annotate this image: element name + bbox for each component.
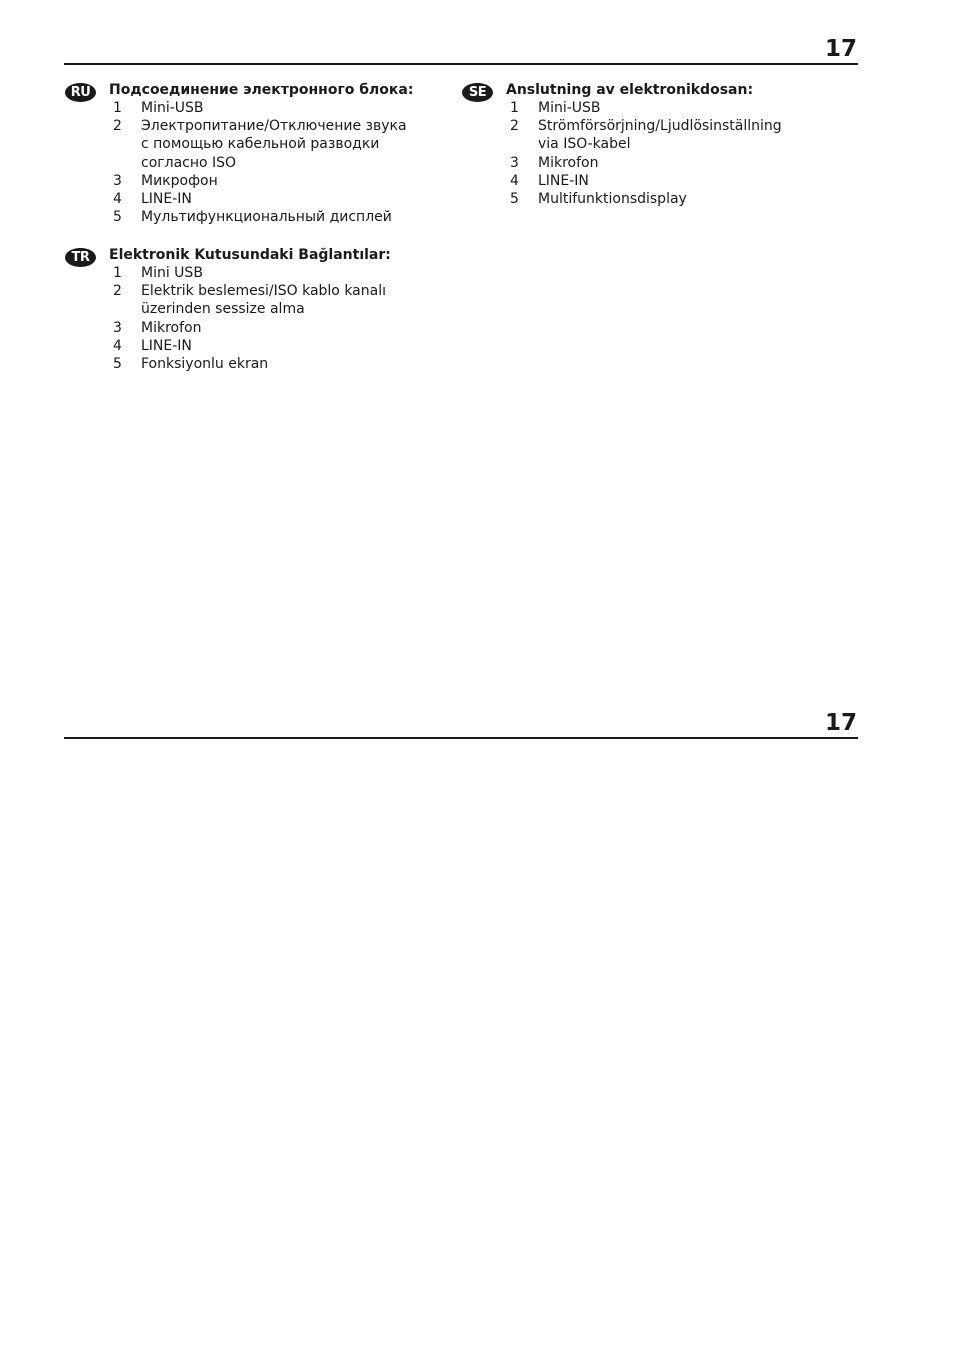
item-text: Mini USB bbox=[141, 265, 203, 281]
list-item bbox=[109, 264, 386, 282]
item-number: 3 bbox=[510, 154, 519, 171]
item-text: Микрофон bbox=[141, 172, 218, 189]
list-item bbox=[506, 99, 782, 117]
list-item bbox=[506, 117, 782, 153]
item-number: 4 bbox=[510, 172, 519, 189]
connection-list-ru bbox=[109, 99, 407, 226]
item-number: 2 bbox=[510, 118, 519, 135]
list-item bbox=[506, 172, 782, 190]
item-text: Fonksiyonlu ekran bbox=[141, 356, 269, 373]
item-text: Strömförsörjning/Ljudlösinställning via ISO-kabel bbox=[538, 118, 782, 153]
item-number: 1 bbox=[113, 100, 122, 116]
section-heading-ru: Подсоединение электронного блока: bbox=[109, 82, 414, 98]
list-item bbox=[109, 172, 407, 190]
item-number: 3 bbox=[113, 319, 122, 336]
item-number: 4 bbox=[113, 191, 122, 208]
item-text: Mini-USB bbox=[538, 100, 601, 116]
item-number: 1 bbox=[510, 100, 519, 116]
list-item bbox=[506, 154, 782, 172]
page-number-top: 17 bbox=[824, 36, 857, 62]
item-text: Multifunktionsdisplay bbox=[538, 191, 687, 208]
page-number-bottom: 17 bbox=[824, 710, 857, 736]
list-item bbox=[109, 117, 407, 172]
item-number: 5 bbox=[113, 209, 122, 226]
item-number: 5 bbox=[113, 356, 122, 373]
item-text: Mikrofon bbox=[538, 154, 599, 171]
list-item bbox=[109, 319, 386, 337]
section-heading-se: Anslutning av elektronikdosan: bbox=[506, 82, 754, 98]
list-item bbox=[109, 282, 386, 318]
list-item bbox=[109, 355, 386, 373]
item-text: Mikrofon bbox=[141, 319, 202, 336]
item-text: LINE-IN bbox=[141, 337, 192, 354]
item-text: Elektrik beslemesi/ISO kablo kanalı üzerinden sessize alma bbox=[141, 283, 386, 318]
header-rule-bottom bbox=[64, 737, 858, 739]
list-item bbox=[109, 337, 386, 355]
list-item bbox=[109, 190, 407, 208]
list-item bbox=[109, 99, 407, 117]
connection-list-se bbox=[506, 99, 782, 208]
item-text: LINE-IN bbox=[141, 191, 192, 208]
item-number: 2 bbox=[113, 118, 122, 135]
language-badge-tr: TR bbox=[65, 248, 96, 267]
item-text: Mini-USB bbox=[141, 100, 204, 116]
item-number: 3 bbox=[113, 172, 122, 189]
list-item bbox=[109, 208, 407, 226]
section-heading-tr: Elektronik Kutusundaki Bağlantılar: bbox=[109, 247, 391, 263]
item-text: Электропитание/Отключение звука с помощью кабельной разводки согласно ISO bbox=[141, 118, 407, 171]
language-badge-ru: RU bbox=[65, 83, 96, 102]
item-number: 5 bbox=[510, 191, 519, 208]
language-badge-se: SE bbox=[462, 83, 493, 102]
item-text: LINE-IN bbox=[538, 172, 589, 189]
item-number: 4 bbox=[113, 337, 122, 354]
header-rule-top bbox=[64, 63, 858, 65]
list-item bbox=[506, 190, 782, 208]
item-number: 2 bbox=[113, 283, 122, 300]
item-number: 1 bbox=[113, 265, 122, 281]
connection-list-tr bbox=[109, 264, 386, 373]
item-text: Мультифункциональный дисплей bbox=[141, 209, 392, 226]
